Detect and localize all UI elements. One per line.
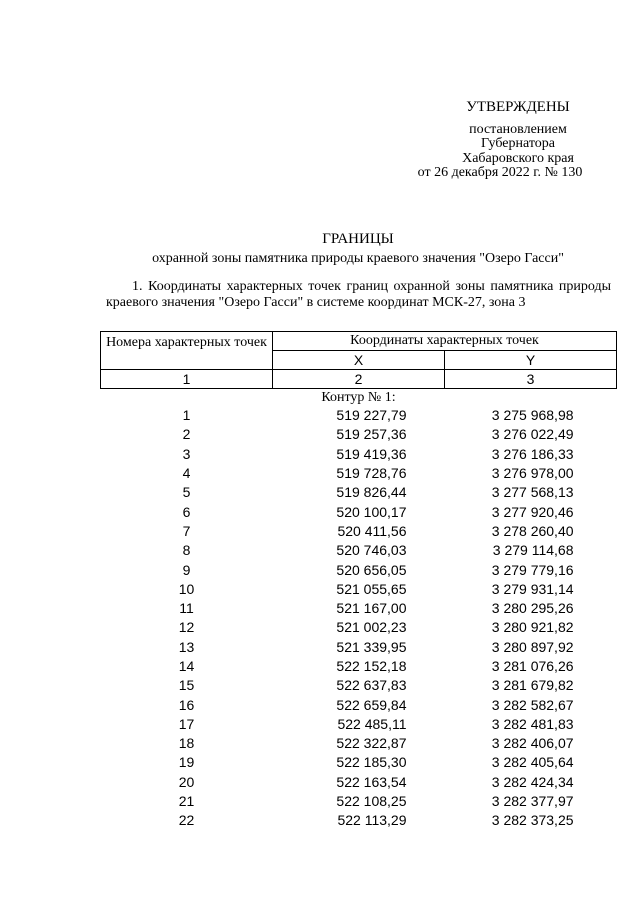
point-number-cell: 1: [182, 407, 191, 424]
y-coordinate-cell: 3 280 897,92: [491, 638, 574, 655]
approval-line-region: Хабаровского края: [462, 150, 574, 166]
x-coordinate-cell: 521 167,00: [336, 600, 407, 617]
table-row: [101, 695, 617, 714]
x-coordinate-cell: 522 152,18: [336, 658, 407, 674]
y-coordinate-cell: 3 280 295,26: [491, 600, 574, 617]
x-coordinate-cell: 519 257,36: [336, 426, 407, 443]
point-number-cell: 3: [182, 445, 191, 462]
table-row: [101, 425, 617, 444]
point-number-cell: 7: [182, 522, 191, 539]
y-coordinate-cell: 3 282 406,07: [491, 735, 574, 752]
table-row: [101, 792, 617, 811]
y-coordinate-cell: 3 276 186,33: [491, 445, 574, 462]
point-number-cell: 6: [182, 503, 191, 520]
x-coordinate-cell: 521 002,23: [336, 619, 407, 636]
point-number-cell: 14: [178, 658, 195, 674]
y-coordinate-cell: 3 276 978,00: [491, 465, 574, 482]
table-row: [101, 445, 617, 464]
x-coordinate-cell: 519 728,76: [336, 465, 407, 482]
approval-line-governor: Губернатора: [480, 136, 556, 151]
y-coordinate-cell: 3 282 481,83: [491, 715, 574, 732]
column-number-1: 1: [101, 370, 273, 389]
x-coordinate-cell: 522 108,25: [336, 793, 407, 810]
x-coordinate-cell: 522 185,30: [336, 754, 407, 771]
y-coordinate-cell: 3 277 920,46: [491, 503, 574, 520]
table-row: [101, 753, 617, 772]
point-number-cell: 21: [178, 793, 195, 810]
x-coordinate-cell: 519 826,44: [336, 484, 407, 501]
approval-date: от 26 декабря 2022 г. № 130: [417, 165, 583, 180]
x-coordinate-cell: 522 485,11: [337, 715, 407, 732]
column-number-3: 3: [445, 370, 617, 389]
point-number-cell: 13: [178, 638, 195, 655]
coordinates-table: [100, 331, 617, 831]
approval-line-resolution: постановлением: [469, 121, 567, 137]
point-number-cell: 20: [178, 773, 195, 790]
x-coordinate-cell: 520 746,03: [336, 542, 407, 559]
x-coordinate-cell: 522 322,87: [336, 735, 407, 752]
y-coordinate-cell: 3 278 260,40: [491, 522, 574, 539]
intro-paragraph: 1. Координаты характерных точек границ охранной зоны памятника природы краевого значения "Озеро Гасси" в системе координат МСК-27, зона 3: [106, 279, 611, 310]
x-coordinate-cell: 519 227,79: [336, 407, 407, 424]
x-coordinate-cell: 522 113,29: [337, 812, 407, 829]
y-coordinate-cell: 3 275 968,98: [491, 407, 574, 424]
point-number-cell: 22: [178, 812, 195, 829]
table-row: [101, 811, 617, 830]
y-coordinate-cell: 3 279 114,68: [492, 542, 574, 559]
y-coordinate-cell: 3 281 076,26: [491, 658, 574, 674]
x-coordinate-cell: 522 659,84: [336, 696, 407, 713]
header-coordinates: Координаты характерных точек: [273, 332, 617, 351]
contour-label: Контур № 1:: [321, 390, 396, 405]
point-number-cell: 15: [178, 677, 195, 694]
header-y: Y: [445, 351, 617, 370]
table-row: [101, 464, 617, 483]
table-row: [101, 599, 617, 618]
y-coordinate-cell: 3 282 377,97: [491, 793, 574, 810]
y-coordinate-cell: 3 282 582,67: [491, 696, 574, 713]
point-number-cell: 10: [178, 580, 195, 597]
x-coordinate-cell: 520 656,05: [336, 561, 407, 578]
y-coordinate-cell: 3 282 373,25: [491, 812, 574, 829]
point-number-cell: 9: [182, 561, 191, 578]
table-row: [101, 522, 617, 541]
y-coordinate-cell: 3 282 424,34: [491, 773, 574, 790]
y-coordinate-cell: 3 279 931,14: [491, 580, 574, 597]
x-coordinate-cell: 521 055,65: [336, 580, 407, 597]
table-row: [101, 560, 617, 579]
document-subtitle: охранной зоны памятника природы краевого значения "Озеро Гасси": [152, 251, 564, 266]
table-row: [101, 773, 617, 792]
contour-row: [101, 389, 617, 407]
table-row: [101, 580, 617, 599]
table-row: [101, 483, 617, 502]
point-number-cell: 18: [178, 735, 195, 752]
y-coordinate-cell: 3 282 405,64: [491, 754, 574, 771]
table-column-numbers-row: [101, 370, 617, 389]
table-row: [101, 657, 617, 676]
point-number-cell: 16: [178, 696, 195, 713]
document-title: ГРАНИЦЫ: [322, 231, 394, 247]
point-number-cell: 8: [182, 542, 191, 559]
y-coordinate-cell: 3 281 679,82: [491, 677, 574, 694]
approval-block: [400, 100, 636, 181]
table-row: [101, 618, 617, 637]
x-coordinate-cell: 521 339,95: [336, 638, 407, 655]
point-number-cell: 11: [179, 600, 194, 617]
table-row: [101, 676, 617, 695]
x-coordinate-cell: 520 100,17: [336, 503, 407, 520]
x-coordinate-cell: 522 637,83: [336, 677, 407, 694]
point-number-cell: 19: [178, 754, 195, 771]
table-row: [101, 406, 617, 425]
point-number-cell: 5: [182, 484, 191, 501]
y-coordinate-cell: 3 276 022,49: [491, 426, 574, 443]
point-number-cell: 12: [178, 619, 195, 636]
table-row: [101, 638, 617, 657]
point-number-cell: 4: [182, 465, 191, 482]
x-coordinate-cell: 522 163,54: [336, 773, 407, 790]
x-coordinate-cell: 520 411,56: [337, 522, 407, 539]
table-row: [101, 541, 617, 560]
point-number-cell: 2: [182, 426, 191, 443]
header-point-numbers: Номера характерных точек: [101, 332, 273, 370]
table-header-row: [101, 332, 617, 351]
x-coordinate-cell: 519 419,36: [336, 445, 407, 462]
table-row: [101, 715, 617, 734]
table-row: [101, 734, 617, 753]
y-coordinate-cell: 3 280 921,82: [491, 619, 574, 636]
y-coordinate-cell: 3 279 779,16: [491, 561, 574, 578]
y-coordinate-cell: 3 277 568,13: [491, 484, 574, 501]
approval-title: УТВЕРЖДЕНЫ: [466, 99, 570, 115]
point-number-cell: 17: [178, 715, 195, 732]
header-x: X: [273, 351, 445, 370]
column-number-2: 2: [273, 370, 445, 389]
table-row: [101, 502, 617, 521]
